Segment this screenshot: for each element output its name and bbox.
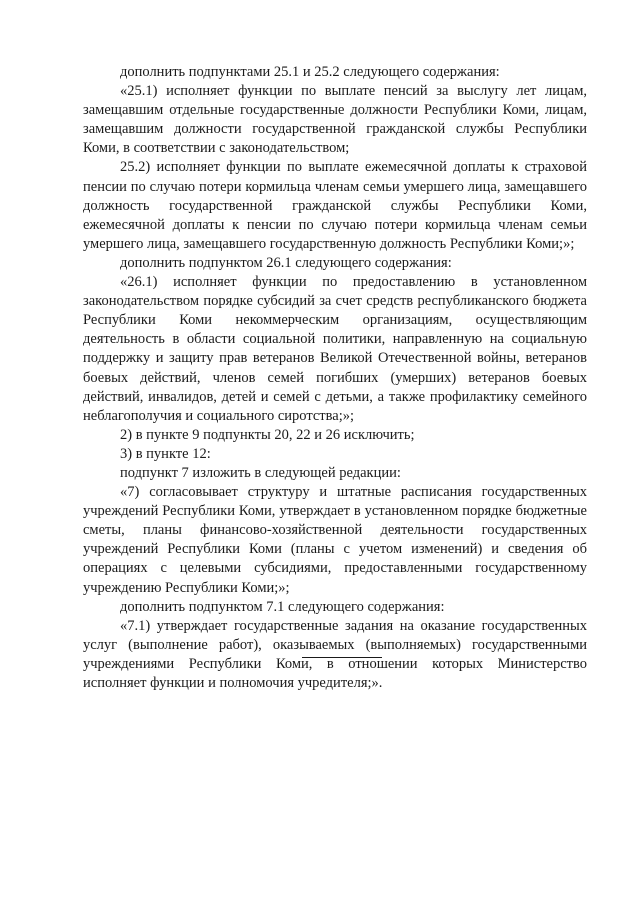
paragraph-item-3: 3) в пункте 12: xyxy=(120,445,211,462)
paragraph-add-subitem-26-1: дополнить подпунктом 26.1 следующего содержания: xyxy=(120,254,452,271)
closing-divider-line xyxy=(302,657,382,658)
paragraph-subitem-25-1: «25.1) исполняет функции по выплате пенсий за выслугу лет лицам, замещавшим отдельные государственные должности Республики Коми, лицам, замещавшим должности государственной гражданской службы Республики Коми, в соответствии с законодательством; xyxy=(83,83,587,157)
paragraph-subitem-26-1: «26.1) исполняет функции по предоставлению в установленном законодательством порядке субсидий за счет средств республиканского бюджета Республики Коми некоммерческим организациям, осуществляющим деятельность в области социальной политики, направленную на социальную поддержку и защиту прав ветеранов Великой Отечественной войны, ветеранов боевых действий, членов семей погибших (умерших) ветеранов боевых действий, инвалидов, детей и семей с детьми, а также профилактику семейного неблагополучия и социального сиротства;»; xyxy=(83,274,587,424)
document-body xyxy=(83,63,587,693)
paragraph-subitem-7-heading: подпункт 7 изложить в следующей редакции: xyxy=(120,464,401,481)
paragraph-subitem-7-1: «7.1) утверждает государственные задания на оказание государственных услуг (выполнение работ), оказываемых (выполняемых) государственными учреждениями Республики Коми, в отношении которых Министерство исполняет функции и полномочия учредителя;». xyxy=(83,617,587,691)
paragraph-subitem-25-2: 25.2) исполняет функции по выплате ежемесячной доплаты к страховой пенсии по случаю потери кормильца членам семьи умершего лица, замещавшего должность государственной гражданской службы Республики Коми, ежемесячной доплаты к пенсии по случаю потери кормильца членам семьи умершего лица, замещавшего государственную должность Республики Коми;»; xyxy=(83,159,587,252)
paragraph-item-2: 2) в пункте 9 подпункты 20, 22 и 26 исключить; xyxy=(120,426,415,443)
paragraph-add-subitem-7-1: дополнить подпунктом 7.1 следующего содержания: xyxy=(120,598,445,615)
paragraph-add-subitems-25: дополнить подпунктами 25.1 и 25.2 следующего содержания: xyxy=(120,64,500,80)
paragraph-subitem-7: «7) согласовывает структуру и штатные расписания государственных учреждений Республики Коми, утверждает в установленном порядке бюджетные сметы, планы финансово-хозяйственной деятельности государственных учреждений Республики Коми (планы с учетом изменений) и сведения об операциях с целевыми субсидиями, предоставленными государственному учреждению Республики Коми;»; xyxy=(83,484,587,596)
